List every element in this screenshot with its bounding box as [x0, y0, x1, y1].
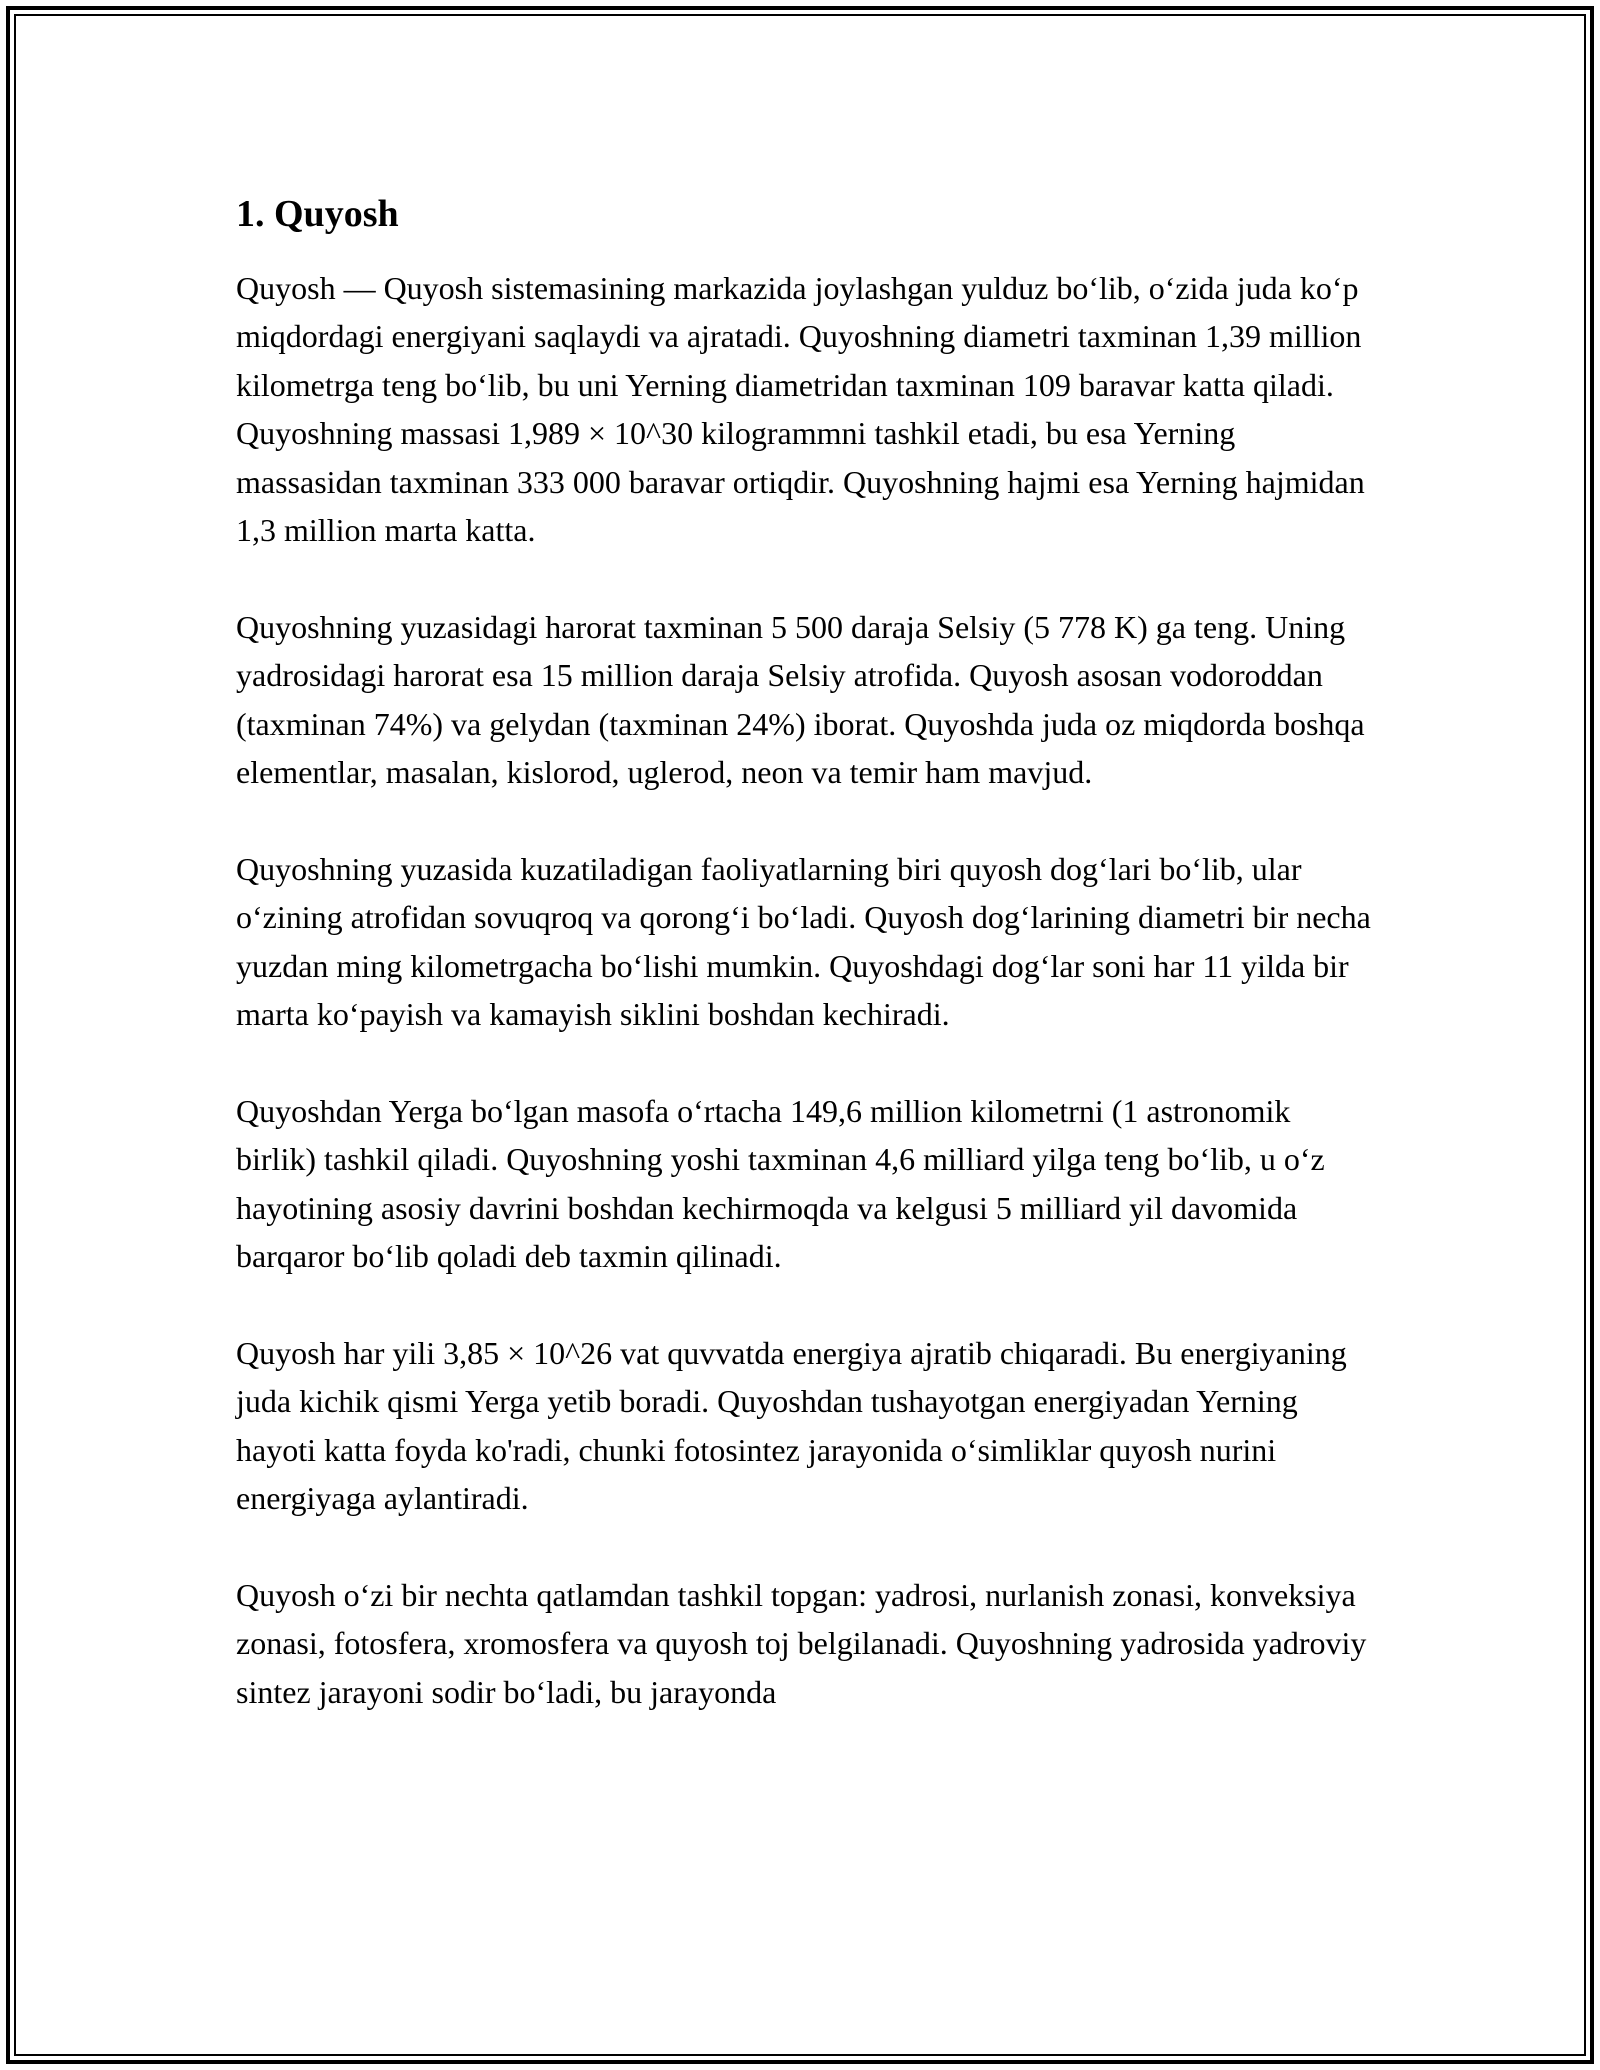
- paragraph-1: Quyosh — Quyosh sistemasining markazida joylashgan yulduz bo‘lib, o‘zida juda ko‘p miqdordagi energiyani saqlaydi va ajratadi. Quyoshning diametri taxminan 1,39 million kilometrga teng bo‘lib, bu uni Yerning diametridan taxminan 109 baravar katta qiladi. Quyoshning massasi 1,989 × 10^30 kilogrammni tashkil etadi, bu esa Yerning massasidan taxminan 333 000 baravar ortiqdir. Quyoshning hajmi esa Yerning hajmidan 1,3 million marta katta.: [236, 270, 1365, 549]
- paragraph-6: Quyosh o‘zi bir nechta qatlamdan tashkil topgan: yadrosi, nurlanish zonasi, konveksiya zonasi, fotosfera, xromosfera va quyosh toj belgilanadi. Quyoshning yadrosida yadroviy sintez jarayoni sodir bo‘ladi, bu jarayonda: [236, 1576, 1367, 1710]
- paragraph-4: Quyoshdan Yerga bo‘lgan masofa o‘rtacha 149,6 million kilometrni (1 astronomik birlik) tashkil qiladi. Quyoshning yoshi taxminan 4,6 milliard yilga teng bo‘lib, u o‘z hayotining asosiy davrini boshdan kechirmoqda va kelgusi 5 milliard yil davomida barqaror bo‘lib qoladi deb taxmin qilinadi.: [236, 1092, 1325, 1275]
- section-heading: 1. Quyosh: [236, 193, 399, 235]
- paragraph-2: Quyoshning yuzasidagi harorat taxminan 5 500 daraja Selsiy (5 778 K) ga teng. Uning yadrosidagi harorat esa 15 million daraja Selsiy atrofida. Quyosh asosan vodoroddan (taxminan 74%) va gelydan (taxminan 24%) iborat. Quyoshda juda oz miqdorda boshqa elementlar, masalan, kislorod, uglerod, neon va temir ham mavjud.: [236, 608, 1365, 791]
- document-body: [236, 186, 1376, 1765]
- paragraph-3: Quyoshning yuzasida kuzatiladigan faoliyatlarning biri quyosh dog‘lari bo‘lib, ular o‘zining atrofidan sovuqroq va qorong‘i bo‘ladi. Quyosh dog‘larining diametri bir necha yuzdan ming kilometrgacha bo‘lishi mumkin. Quyoshdagi dog‘lar soni har 11 yilda bir marta ko‘payish va kamayish siklini boshdan kechiradi.: [236, 850, 1371, 1033]
- paragraph-5: Quyosh har yili 3,85 × 10^26 vat quvvatda energiya ajratib chiqaradi. Bu energiyaning juda kichik qismi Yerga yetib boradi. Quyoshdan tushayotgan energiyadan Yerning hayoti katta foyda ko'radi, chunki fotosintez jarayonida o‘simliklar quyosh nurini energiyaga aylantiradi.: [236, 1334, 1347, 1517]
